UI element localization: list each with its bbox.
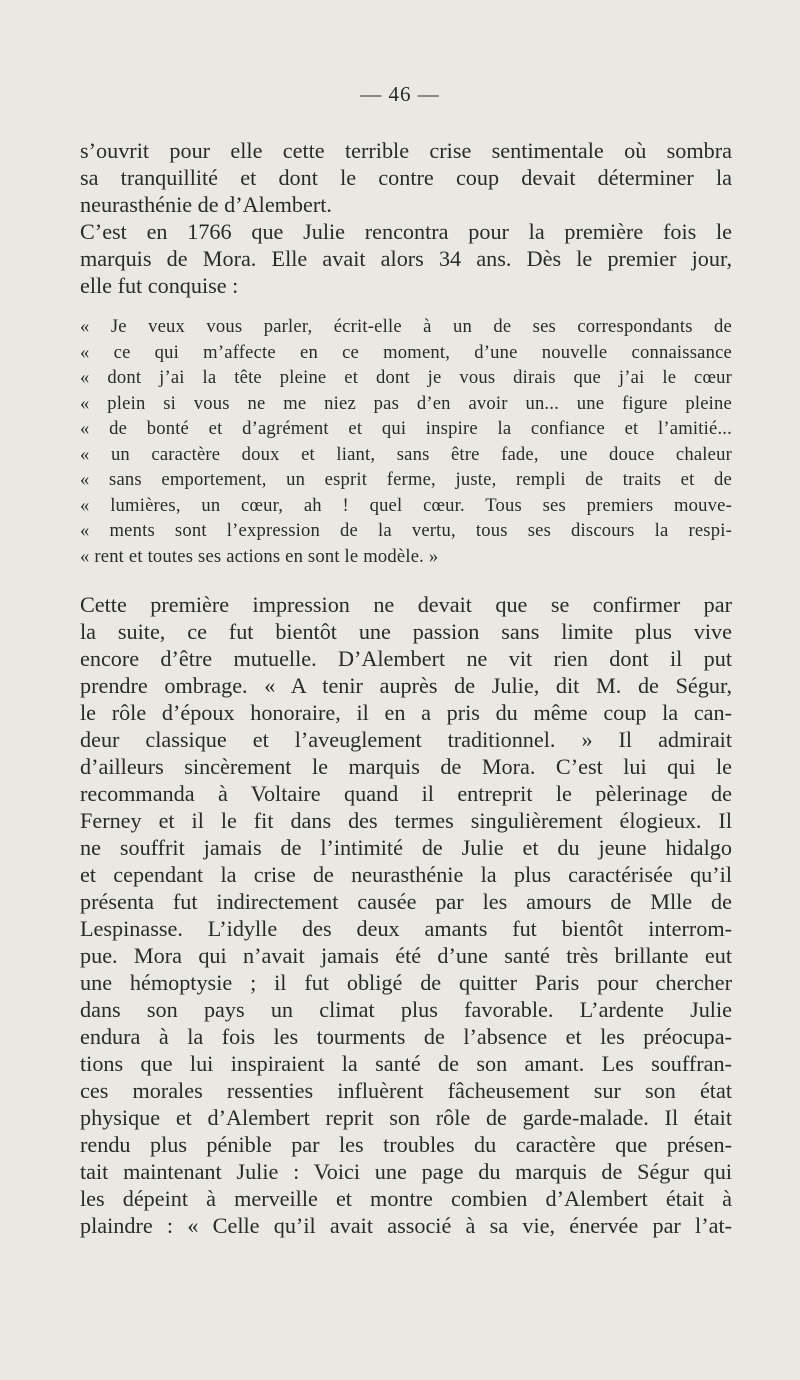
text-line: physique et d’Alembert reprit son rôle de garde-malade. Il était bbox=[80, 1105, 732, 1130]
text-line: elle fut conquise : bbox=[80, 273, 239, 298]
text-line: recommanda à Voltaire quand il entreprit le pèlerinage de bbox=[80, 781, 732, 806]
text-line: Cette première impression ne devait que se confirmer par bbox=[80, 592, 732, 617]
text-line: Ferney et il le fit dans des termes singulièrement élogieux. Il bbox=[80, 808, 732, 833]
text-line: tions que lui inspiraient la santé de son amant. Les souffran- bbox=[80, 1051, 732, 1076]
text-line: sa tranquillité et dont le contre coup devait déterminer la bbox=[80, 165, 732, 190]
page-number: — 46 — bbox=[360, 82, 440, 106]
text-line: ne souffrit jamais de l’intimité de Julie et du jeune hidalgo bbox=[80, 835, 732, 860]
text-line: Lespinasse. L’idylle des deux amants fut bientôt interrom- bbox=[80, 916, 732, 941]
text-line: s’ouvrit pour elle cette terrible crise sentimentale où sombra bbox=[80, 138, 732, 163]
text-line: d’ailleurs sincèrement le marquis de Mora. C’est lui qui le bbox=[80, 754, 732, 779]
text-line: endura à la fois les tourments de l’absence et les préocupa- bbox=[80, 1024, 732, 1049]
text-line: neurasthénie de d’Alembert. bbox=[80, 192, 332, 217]
paragraph-1 bbox=[80, 137, 732, 218]
quote-line: « plein si vous ne me niez pas d’en avoir un... une figure pleine bbox=[80, 392, 732, 414]
text-line: tait maintenant Julie : Voici une page du marquis de Ségur qui bbox=[80, 1159, 732, 1184]
text-line: présenta fut indirectement causée par les amours de Mlle de bbox=[80, 889, 732, 914]
quote-line: « lumières, un cœur, ah ! quel cœur. Tous ses premiers mouve- bbox=[80, 494, 732, 516]
quote-line: « Je veux vous parler, écrit-elle à un de ses correspondants de bbox=[80, 316, 732, 337]
paragraph-3 bbox=[80, 591, 732, 1239]
text-line: et cependant la crise de neurasthénie la plus caractérisée qu’il bbox=[80, 862, 732, 887]
text-line: pue. Mora qui n’avait jamais été d’une santé très brillante eut bbox=[80, 943, 732, 968]
quote-line: « de bonté et d’agrément et qui inspire la confiance et l’amitié... bbox=[80, 418, 732, 439]
quote-line: « un caractère doux et liant, sans être fade, une douce chaleur bbox=[80, 443, 732, 465]
text-line: marquis de Mora. Elle avait alors 34 ans. Dès le premier jour, bbox=[80, 246, 732, 271]
quote-line: « rent et toutes ses actions en sont le modèle. » bbox=[80, 545, 439, 567]
text-line: prendre ombrage. « A tenir auprès de Julie, dit M. de Ségur, bbox=[80, 673, 732, 698]
paragraph-2 bbox=[80, 218, 732, 299]
block-quote bbox=[80, 314, 732, 569]
text-line: dans son pays un climat plus favorable. L’ardente Julie bbox=[80, 997, 732, 1022]
text-line: les dépeint à merveille et montre combien d’Alembert était à bbox=[80, 1186, 732, 1211]
text-line: ces morales ressenties influèrent fâcheusement sur son état bbox=[80, 1078, 732, 1103]
text-line: la suite, ce fut bientôt une passion sans limite plus vive bbox=[80, 619, 732, 644]
text-line: une hémoptysie ; il fut obligé de quitter Paris pour chercher bbox=[80, 970, 732, 995]
quote-line: « ce qui m’affecte en ce moment, d’une nouvelle connaissance bbox=[80, 341, 732, 363]
text-line: rendu plus pénible par les troubles du caractère que présen- bbox=[80, 1132, 732, 1157]
text-line: encore d’être mutuelle. D’Alembert ne vit rien dont il put bbox=[80, 646, 732, 671]
quote-line: « ments sont l’expression de la vertu, tous ses discours la respi- bbox=[80, 520, 732, 541]
text-line: C’est en 1766 que Julie rencontra pour la première fois le bbox=[80, 219, 732, 244]
text-line: le rôle d’époux honoraire, il en a pris du même coup la can- bbox=[80, 700, 732, 725]
quote-line: « dont j’ai la tête pleine et dont je vous dirais que j’ai le cœur bbox=[80, 367, 732, 388]
quote-line: « sans emportement, un esprit ferme, juste, rempli de traits et de bbox=[80, 469, 732, 490]
text-line: plaindre : « Celle qu’il avait associé à sa vie, énervée par l’at- bbox=[80, 1213, 732, 1238]
text-line: deur classique et l’aveuglement traditionnel. » Il admirait bbox=[80, 727, 732, 752]
